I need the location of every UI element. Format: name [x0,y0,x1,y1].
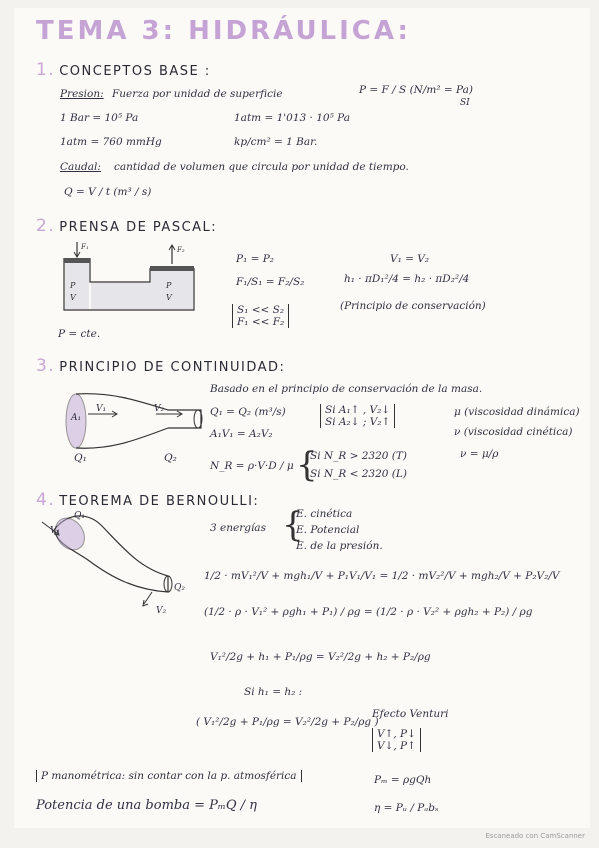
kinematic-viscosity: ν (viscosidad cinética) [454,426,573,438]
potential-energy: E. Potencial [296,524,360,536]
area-velocity-equality: A₁V₁ = A₂V₂ [210,428,273,440]
manometric-pressure-note: P manométrica: sin contar con la p. atmosférica [41,770,297,782]
venturi-effect-label: Efecto Venturi [372,708,449,720]
atm-mmhg-equivalence: 1atm = 760 mmHg [60,136,162,148]
svg-text:F₂: F₂ [177,246,185,254]
si-label: SI [460,98,470,108]
bernoulli-energy-equation: 1/2 · mV₁²/V + mgh₁/V + P₁V₁/V₁ = 1/2 · mV₂²/V + mgh₂/V + P₂V₂/V [204,570,560,582]
mass-conservation-note: Basado en el principio de conservación de la masa. [210,383,483,395]
force-inequality: F₁ << F₂ [237,316,285,328]
kinetic-energy: E. cinética [296,508,353,520]
section-3-heading [36,356,285,376]
flow-1-label: Q₁ [74,452,87,464]
reynolds-laminar: Si N_R < 2320 (L) [310,468,407,480]
atm-equivalence: 1atm = 1'013 · 10⁵ Pa [234,112,350,124]
svg-text:P: P [70,281,76,290]
bar-equivalence: 1 Bar = 10⁵ Pa [60,112,139,124]
area-inequality: S₁ << S₂ [237,304,285,316]
section-number: 2. [36,216,56,236]
section-number: 4. [36,490,56,510]
velocity-1-label: V₁ [50,526,61,536]
section-title: PRENSA DE PASCAL: [59,220,218,235]
area-1-label: A₁ [71,413,82,423]
pascal-press-diagram [54,240,224,320]
pressure-energy: E. de la presión. [296,540,383,552]
section-1-heading [36,60,211,80]
height-equality: h₁ · πD₁²/4 = h₂ · πD₂²/4 [344,273,470,285]
manometric-pressure-box [36,770,302,782]
presion-text: Fuerza por unidad de superficie [112,88,283,100]
dynamic-viscosity: μ (viscosidad dinámica) [454,406,580,418]
scanner-watermark: Escaneado con CamScanner [485,832,585,840]
area-decrease-case: Si A₂↓ ; V₂↑ [325,416,391,428]
bernoulli-density-equation: (1/2 · ρ · V₁² + ρgh₁ + P₁) / ρg = (1/2 · ρ · V₂² + ρgh₂ + P₂) / ρg [204,606,533,618]
force-ratio-equality: F₁/S₁ = F₂/S₂ [236,276,305,288]
venturi-equation: ( V₁²/2g + P₁/ρg = V₂²/2g + P₂/ρg ) [196,716,379,728]
bernoulli-pipe-diagram [40,508,190,616]
page-title: TEMA 3: HIDRÁULICA: [36,16,411,46]
manometric-pressure-formula: Pₘ = ρgQh [374,774,432,786]
velocity-1-label: V₁ [96,404,107,414]
conservation-note: (Principio de conservación) [340,300,486,312]
venturi-box [372,728,421,752]
reynolds-formula: N_R = ρ·V·D / μ [210,460,294,472]
svg-text:F₁: F₁ [81,243,89,251]
venturi-case-2: V↓, P↑ [377,740,416,752]
section-title: PRINCIPIO DE CONTINUIDAD: [59,360,286,375]
notebook-page [14,8,590,828]
area-increase-case: Si A₁↑ , V₂↓ [325,404,391,416]
svg-text:V: V [70,293,76,302]
flow-1-label: Q₁ [74,511,85,521]
section-title: TEOREMA DE BERNOULLI: [59,494,260,509]
caudal-formula: Q = V / t (m³ / s) [64,186,152,198]
volume-equality: V₁ = V₂ [390,253,430,265]
caudal-text: cantidad de volumen que circula por unidad de tiempo. [114,161,409,173]
presion-formula: P = F / S (N/m² = Pa) [359,84,473,96]
viscosity-relation: ν = μ/ρ [460,448,499,460]
caudal-label: Caudal: [60,161,101,173]
presion-label: Presion: [60,88,104,100]
area-velocity-box [320,404,395,428]
energies-label: 3 energías [210,522,266,534]
inequality-box [232,304,289,328]
venturi-case-1: V↑, P↓ [377,728,416,740]
reynolds-brace: { [296,445,318,485]
section-2-heading [36,216,217,236]
pressure-constant: P = cte. [58,328,101,340]
energies-brace: { [282,505,304,545]
pressure-equality: P₁ = P₂ [236,253,275,265]
bernoulli-head-equation: V₁²/2g + h₁ + P₁/ρg = V₂²/2g + h₂ + P₂/ρg [210,651,431,663]
svg-text:V: V [166,293,172,302]
efficiency-formula: η = Pᵤ / Pₐbₛ [374,802,439,814]
flow-2-label: Q₂ [174,583,185,593]
section-number: 1. [36,60,56,80]
reynolds-turbulent: Si N_R > 2320 (T) [310,450,407,462]
kp-equivalence: kp/cm² = 1 Bar. [234,136,318,148]
section-4-heading [36,490,259,510]
equal-height-condition: Si h₁ = h₂ : [244,686,303,698]
pump-power-formula: Potencia de una bomba = PₘQ / η [36,798,257,813]
svg-text:P: P [166,281,172,290]
flow-2-label: Q₂ [164,452,177,464]
section-number: 3. [36,356,56,376]
velocity-2-label: V₂ [156,606,167,616]
velocity-2-label: V₂ [154,404,165,414]
flow-equality: Q₁ = Q₂ (m³/s) [210,406,286,418]
section-title: CONCEPTOS BASE : [59,64,211,79]
